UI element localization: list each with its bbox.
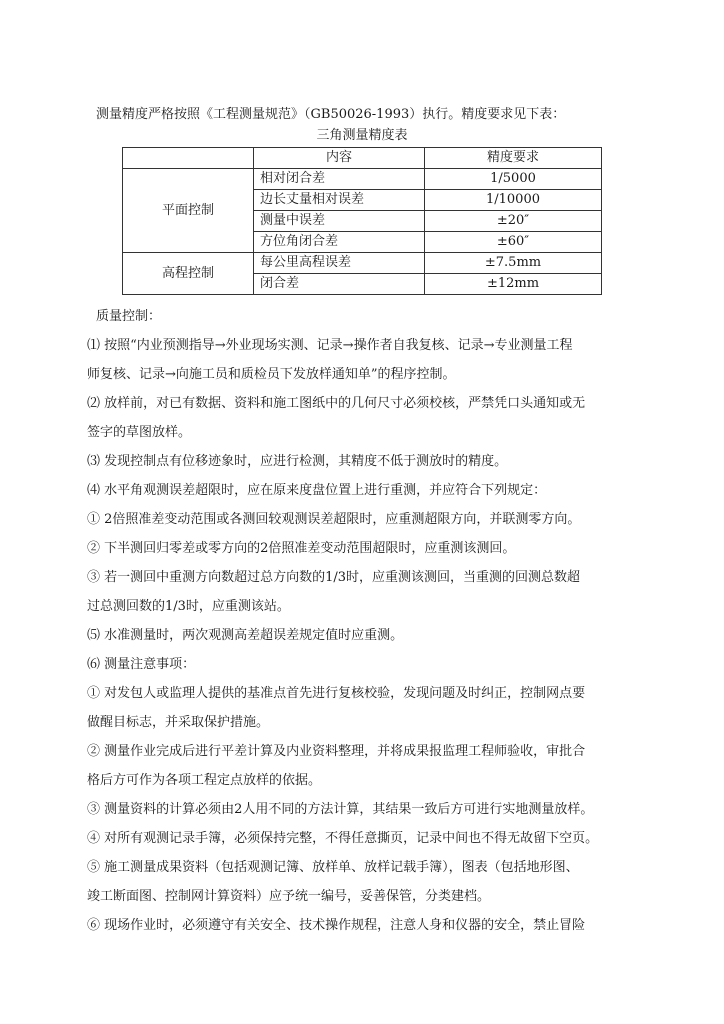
paragraph-line: ⑵ 放样前，对已有数据、资料和施工图纸中的几何尺寸必须校核，严禁凭口头通知或无 [87, 396, 586, 411]
paragraph-line: 格后方可作为各项工程定点放样的依据。 [87, 773, 322, 788]
item-cell: 方位角闭合差 [254, 232, 425, 253]
req-cell: ±20″ [425, 211, 602, 232]
req-cell: 1/10000 [425, 190, 602, 211]
paragraph [87, 679, 642, 737]
item-cell: 闭合差 [254, 274, 425, 295]
paragraph [87, 476, 642, 505]
paragraph [87, 621, 642, 650]
req-cell: 1/5000 [425, 169, 602, 190]
paragraph-line: ⑤ 施工测量成果资料（包括观测记簿、放样单、放样记载手簿），图表（包括地形图、 [87, 860, 579, 875]
paragraph [87, 563, 642, 621]
paragraph [87, 505, 642, 534]
paragraph-line: ③ 测量资料的计算必须由2人用不同的方法计算，其结果一致后方可进行实地测量放样。 [87, 802, 594, 817]
paragraph [87, 389, 642, 447]
header-cell: 内容 [254, 148, 425, 169]
intro-text: 测量精度严格按照《工程测量规范》（GB50026-1993）执行。精度要求见下表： [96, 107, 566, 122]
paragraph-line: ⑶ 发现控制点有位移迹象时，应进行检测，其精度不低于测放时的精度。 [87, 454, 508, 469]
table-row [123, 253, 602, 274]
paragraph-line: ① 对发包人或监理人提供的基准点首先进行复核校验，发现问题及时纠正，控制网点要 [87, 686, 586, 701]
paragraph-line: 师复核、记录→向施工员和质检员下发放样通知单”的程序控制。 [87, 367, 456, 382]
paragraph [87, 737, 642, 795]
paragraph-line: 竣工断面图、控制网计算资料）应予统一编号，妥善保管，分类建档。 [87, 889, 491, 904]
paragraph [87, 911, 642, 940]
paragraph [87, 853, 642, 911]
paragraph-line: ④ 对所有观测记录手簿，必须保持完整，不得任意撕页，记录中间也不得无故留下空页。 [87, 831, 599, 846]
paragraph-line: ① 2倍照准差变动范围或各测回较观测误差超限时，应重测超限方向，并联测零方向。 [87, 512, 581, 527]
precision-table [122, 147, 602, 295]
paragraph [87, 534, 642, 563]
item-cell: 每公里高程误差 [254, 253, 425, 274]
header-cell: 精度要求 [425, 148, 602, 169]
paragraph [87, 447, 642, 476]
paragraph-line: ② 测量作业完成后进行平差计算及内业资料整理，并将成果报监理工程师验收，审批合 [87, 744, 586, 759]
paragraph [87, 795, 642, 824]
section-title: 质量控制： [96, 309, 162, 324]
paragraph-line: ⑥ 现场作业时，必须遵守有关安全、技术操作规程，注意人身和仪器的安全，禁止冒险 [87, 918, 586, 933]
paragraph [87, 331, 642, 389]
item-cell: 测量中误差 [254, 211, 425, 232]
group-name-cell: 高程控制 [123, 253, 254, 295]
paragraph-line: ⑷ 水平角观测误差超限时，应在原来度盘位置上进行重测，并应符合下列规定： [87, 483, 547, 498]
group-name-cell: 平面控制 [123, 169, 254, 253]
table-title: 三角测量精度表 [316, 128, 408, 143]
req-cell: ±7.5mm [425, 253, 602, 274]
paragraph [87, 650, 642, 679]
paragraph-line: 过总测回数的1/3时，应重测该站。 [87, 599, 290, 614]
paragraph-line: ③ 若一测回中重测方向数超过总方向数的1/3时，应重测该测回，当重测的回测总数超 [87, 570, 581, 585]
table-header-row [123, 148, 602, 169]
paragraph-line: ⑴ 按照“内业预测指导→外业现场实测、记录→操作者自我复核、记录→专业测量工程 [87, 338, 573, 353]
paragraph-line: ⑸ 水准测量时，两次观测高差超误差规定值时应重测。 [87, 628, 404, 643]
req-cell: ±12mm [425, 274, 602, 295]
paragraph-line: 签字的草图放样。 [87, 425, 192, 440]
paragraph [87, 824, 642, 853]
paragraph-line: ⑹ 测量注意事项： [87, 657, 196, 672]
paragraph-line: 做醒目标志，并采取保护措施。 [87, 715, 270, 730]
header-cell [123, 148, 254, 169]
item-cell: 相对闭合差 [254, 169, 425, 190]
paragraph-line: ② 下半测回归零差或零方向的2倍照准差变动范围超限时，应重测该测回。 [87, 541, 516, 556]
item-cell: 边长丈量相对误差 [254, 190, 425, 211]
req-cell: ±60″ [425, 232, 602, 253]
table-row [123, 169, 602, 190]
